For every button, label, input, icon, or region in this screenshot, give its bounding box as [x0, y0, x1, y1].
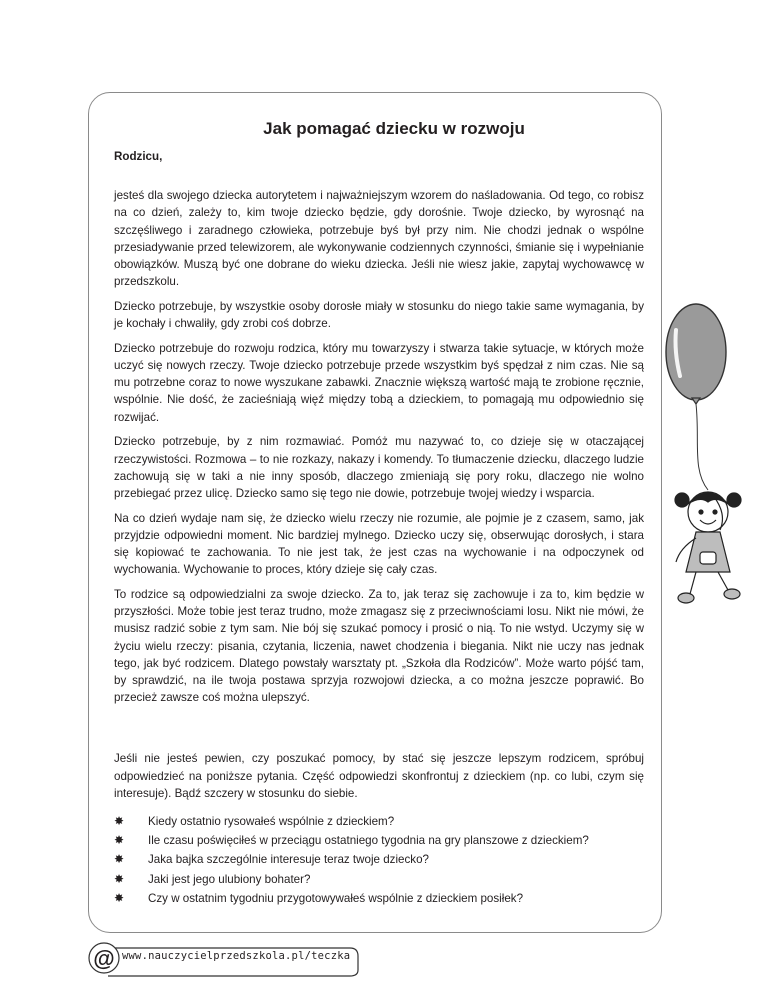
- page-title: Jak pomagać dziecku w rozwoju: [263, 119, 525, 138]
- list-item: ✸ Jaki jest jego ulubiony bohater?: [114, 871, 311, 886]
- paragraph: Dziecko potrzebuje, by wszystkie osoby dorosłe miały w stosunku do niego takie same wymagania, by je kochały i chwaliły, gdy zrobi coś dobrze.: [114, 299, 644, 331]
- questions-intro: Jeśli nie jesteś pewien, czy poszukać pomocy, by stać się jeszcze lepszym rodzicem, spróbuj odpowiedzieć na poniższe pytania. Część odpowiedzi skonfrontuj z dzieckiem (np. co lubi, czym się interesuje). Bądź szczery w stosunku do siebie.: [114, 752, 644, 800]
- svg-text:@: @: [93, 946, 115, 971]
- asterisk-bullet-icon: ✸: [114, 852, 125, 867]
- paragraph: Na co dzień wydaje nam się, że dziecko wielu rzeczy nie rozumie, ale pojmie je z czasem, samo, jak przyjdzie odpowiedni moment. Nic bardziej mylnego. Dziecko uczy się, obserwując dorosłych, i stara się kopiować te zachowania. To nie jest tak, że jest czas na wychowanie i na odpoczynek od wychowania. Wychowanie to proces, który dzieje się cały czas.: [114, 511, 644, 577]
- paragraph: To rodzice są odpowiedzialni za swoje dziecko. Za to, jak teraz się zachowuje i za to, kim będzie w przyszłości. Może tobie jest teraz trudno, może zmagasz się z przeciwnościami losu. Nikt nie mówi, że musisz radzić sobie z tym sam. Nie bój się szukać pomocy i prosić o nią. To nie wstyd. Uczymy się w życiu wielu rzeczy: pisania, czytania, liczenia, nawet chodzenia i biegania. Nikt nie uczy nas jednak tego, jak być rodzicem. Dlatego powstały warsztaty pt. „Szkoła dla Rodziców”. Może warto pójść tam, by sprawdzić, na ile twoja postawa sprzyja rozwojowi dziecka, a co można jeszcze poprawić. Bo przecież zawsze coś można ulepszyć.: [114, 587, 644, 705]
- greeting: Rodzicu,: [114, 150, 163, 163]
- paragraphs: [114, 187, 644, 706]
- balloon-icon: [666, 304, 726, 490]
- asterisk-bullet-icon: ✸: [114, 813, 125, 828]
- girl-icon: [675, 492, 741, 603]
- asterisk-bullet-icon: ✸: [114, 891, 125, 906]
- list-item: ✸ Kiedy ostatnio rysowałeś wspólnie z dzieckiem?: [114, 813, 395, 828]
- asterisk-bullet-icon: ✸: [114, 871, 125, 886]
- list-item: ✸ Ile czasu poświęciłeś w przeciągu ostatniego tygodnia na gry planszowe z dzieckiem?: [114, 833, 589, 847]
- list-item: ✸ Czy w ostatnim tygodniu przygotowywałeś wspólnie z dzieckiem posiłek?: [114, 891, 524, 906]
- document-body: [114, 118, 644, 911]
- paragraph: Dziecko potrzebuje, by z nim rozmawiać. Pomóż mu nazywać to, co dzieje się w otaczającej rzeczywistości. Rozmowa – to nie rozkazy, nakazy i komendy. To tłumaczenie dziecku, dlaczego ludzie zachowują się w taki a nie inny sposób, dlaczego zmieniają się pory roku, dlaczego nie wolno przebiegać przez ulicę. Dziecko samo się tego nie dowie, potrzebuje twojej wiedzy i wsparcia.: [114, 435, 644, 500]
- girl-with-balloon-illustration: [640, 290, 750, 620]
- paragraph: Dziecko potrzebuje do rozwoju rodzica, który mu towarzyszy i stwarza takie sytuacje, w których może uczyć się nowych rzeczy. Twoje dziecko potrzebuje przede wszystkim byś spędzał z nim czas. Nie są mu potrzebne coraz to nowe wyszukane zabawki. Znacznie większą wartość mają te zrobione ręcznie, wspólnie. Nie dość, że zacieśniają więź między tobą a dzieckiem, to pomagają mu odpowiednio się rozwijać.: [114, 341, 644, 424]
- list-item: ✸ Jaka bajka szczególnie interesuje teraz twoje dziecko?: [114, 852, 429, 867]
- paragraph: jesteś dla swojego dziecka autorytetem i najważniejszym wzorem do naśladowania. Od tego, co robisz na co dzień, zależy to, kim twoje dziecko będzie, gdy dorośnie. Twoje dziecko, by wyrosnąć na szczęśliwego i zaradnego człowieka, potrzebuje byś był przy nim. Nie chodzi jednak o wspólne przesiadywanie przed telewizorem, ale wykonywanie codziennych czynności, śmianie się i wypełnianie obowiązków. Muszą być one dobrane do wieku dziecka. Jeśli nie wiesz jakie, zapytaj wychowawcę w przedszkolu.: [114, 189, 644, 289]
- asterisk-bullet-icon: ✸: [114, 833, 125, 847]
- footer-url[interactable]: www.nauczycielprzedszkola.pl/teczka: [122, 950, 351, 962]
- questions-list: [114, 814, 644, 907]
